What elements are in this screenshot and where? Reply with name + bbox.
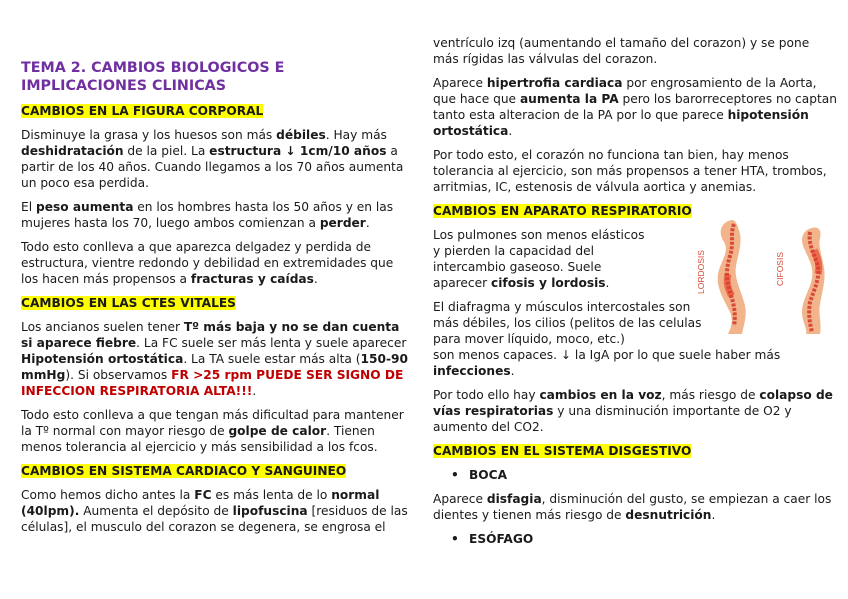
paragraph-figura-2: El peso aumenta en los hombres hasta los 50 años y en las mujeres hasta los 70, luego ambos comienzan a perder. <box>21 200 394 230</box>
paragraph-figura-1: Disminuye la grasa y los huesos son más débiles. Hay más deshidratación de la piel. La estructura ↓ 1cm/10 años a partir de los 40 años. Cuando llegamos a los 70 años aumenta un poco esa perdida. <box>21 128 404 190</box>
cifosis-figure <box>802 227 825 334</box>
bullet-boca: • BOCA <box>433 467 837 483</box>
bullet-dot-icon: • <box>451 532 459 546</box>
lordosis-label: LORDOSIS <box>696 250 706 294</box>
page-title: TEMA 2. CAMBIOS BIOLOGICOS E IMPLICACIONES CLINICAS <box>21 60 285 94</box>
lordosis-figure <box>718 220 746 334</box>
cifosis-label: CIFOSIS <box>775 251 785 286</box>
paragraph-resp-1: Los pulmones son menos elásticos y pierden la capacidad del intercambio gaseoso. Suele aparecer cifosis y lordosis. <box>433 228 645 290</box>
paragraph-cardiaco-2: ventrículo izq (aumentando el tamaño del corazon) y se pone más rígidas las válvulas del corazon. <box>433 36 810 66</box>
paragraph-resp-2b: son menos capaces. ↓ la IgA por lo que suele haber más infecciones. <box>433 348 781 378</box>
paragraph-ctes-1: Los ancianos suelen tener Tº más baja y no se dan cuenta si aparece fiebre. La FC suele ser más lenta y suele aparecer Hipotensión ortostática. La TA suele estar más alta (150-90 mmHg). Si observamos FR >25 rpm PUEDE SER SIGNO DE INFECCION RESPIRATORIA ALTA!!!. <box>21 320 408 398</box>
paragraph-ctes-2: Todo esto conlleva a que tengan más dificultad para mantener la Tº normal con mayor riesgo de golpe de calor. Tienen menos tolerancia al ejercicio y más sensibilidad a los fcos. <box>21 408 404 454</box>
left-content <box>21 103 414 543</box>
section-heading-figura: CAMBIOS EN LA FIGURA CORPORAL <box>21 104 264 118</box>
paragraph-cardiaco-1: Como hemos dicho antes la FC es más lenta de lo normal (40lpm). Aumenta el depósito de lipofuscina [residuos de las células], el musculo del corazon se degenera, se engrosa el <box>21 488 408 534</box>
bullet-esofago: • ESÓFAGO <box>433 531 837 547</box>
section-heading-respiratorio: CAMBIOS EN APARATO RESPIRATORIO <box>433 204 692 218</box>
section-heading-digestivo: CAMBIOS EN EL SISTEMA DISGESTIVO <box>433 444 692 458</box>
paragraph-cardiaco-4: Por todo esto, el corazón no funciona tan bien, hay menos tolerancia al ejercicio, son más propensos a tener HTA, trombos, arritmias, IC, estenosis de válvula aortica y anemias. <box>433 148 827 194</box>
paragraph-cardiaco-3: Aparece hipertrofia cardiaca por engrosamiento de la Aorta, que hace que aumenta la PA pero los barorreceptores no captan tanto esta alteracion de la PA por lo que parece hipotensión ortostática. <box>433 76 837 138</box>
section-heading-ctes-vitales: CAMBIOS EN LAS CTES VITALES <box>21 296 236 310</box>
paragraph-resp-2a: El diafragma y músculos intercostales son más débiles, los cilios (pelitos de las celulas para mover líquido, moco, etc.) <box>433 300 702 346</box>
paragraph-resp-3: Por todo ello hay cambios en la voz, más riesgo de colapso de vías respiratorias y una disminución importante de O2 y aumento del CO2. <box>433 388 833 434</box>
paragraph-figura-3: Todo esto conlleva a que aparezca delgadez y perdida de estructura, vientre redondo y debilidad en extremidades que los hacen más propensos a fracturas y caídas. <box>21 240 394 286</box>
bullet-dot-icon: • <box>451 468 459 482</box>
paragraph-digestivo-1: Aparece disfagia, disminución del gusto, se empiezan a caer los dientes y tienen más riesgo de desnutrición. <box>433 492 832 522</box>
section-heading-cardiaco: CAMBIOS EN SISTEMA CARDIACO Y SANGUINEO <box>21 464 347 478</box>
spine-illustration <box>690 214 840 334</box>
